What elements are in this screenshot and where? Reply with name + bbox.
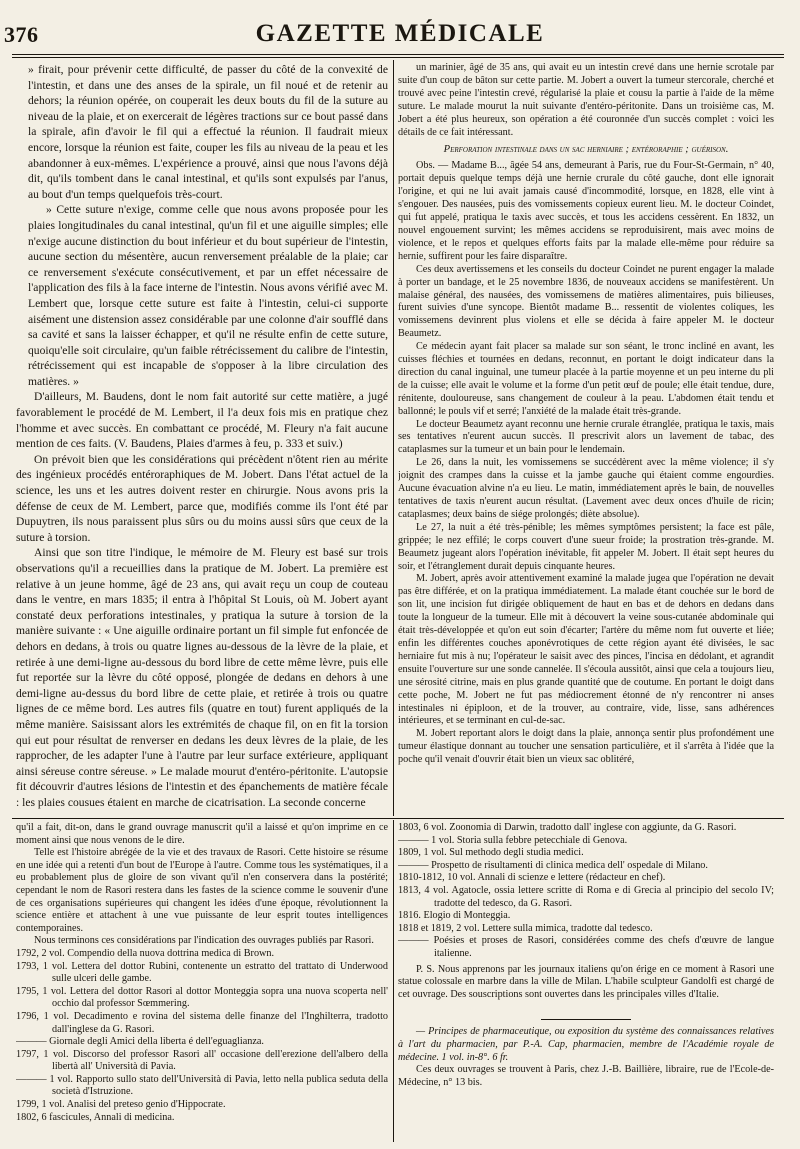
book-notice-address: Ces deux ouvrages se trouvent à Paris, chez J.-B. Baillière, libraire, rue de l'Ecole-de-Médecine, n° 13 bis. (398, 1064, 774, 1088)
reference-item: 1810-1812, 10 vol. Annali di scienze e lettere (rédacteur en chef). (398, 872, 666, 884)
feuilleton-rule (12, 818, 784, 819)
article-paragraph: » firait, pour prévenir cette difficulté, de passer du côté de la convexité de l'intestin, et dans une des anses de la spirale, un fil noué et de retenir au dehors; la réunion opérée, on couperait les deux bouts du fil de la suture au niveau de la plaie, et on exercerait de légères tractions sur ce bout passé dans la spirale, afin d'avoir le fil qui a effectué la réunion. Il faudrait mieux encore, lorsque la réunion est faite, couper les fils au niveau de la peau et les abandonner à eux-mêmes. L'expérience a prouvé, ainsi que nous l'avons déjà dit, qu'ils tombent dans le canal intestinal, et qu'ils sont expulsés par l'anus, au bout d'un temps quelquefois très-court. (28, 63, 388, 201)
article-paragraph: Ainsi que son titre l'indique, le mémoire de M. Fleury est basé sur trois observations qu'il a recueillies dans la pratique de M. Jobert. La première est relative à un jeune homme, âgé de 23 ans, qui avait reçu un coup de couteau dans le ventre, en mars 1835; il entra à l'hôpital St Louis, où M. Jobert ayant constaté deux perforations intestinales, y pratiqua la suture à torsion de la manière suivante : « Une aiguille ordinaire portant un fil simple fut enfoncée de dehors en dedans, à trois ou quatre lignes au-dessous de la lèvre de la plaie, et retirée à une demi-ligne au-dessous du bord libre de cette même lèvre, puis elle fut reportée sur la lèvre du côté opposé, plongée de dedans en dehors à une demi-ligne au-dessus du bord libre de cette plaie, et retirée à trois ou quatre lignes de ce même bord. Les autres fils (quatre en tout) furent appliqués de la même manière. Saisissant alors les extrémités de chaque fil, on en fit la torsion qui eut pour résultat de renverser en dedans les deux lèvres de la plaie, de les rapprocher, de les adapter l'une à l'autre par leur surface extérieure, appliquant ainsi séreuse contre séreuse. » Le malade mourut d'entéro-péritonite. L'autopsie fit découvrir d'autres lésions de l'intestin et des épanchements de matière fécale : les plaies cousues étaient en marche de cicatrisation. La seconde concerne (16, 546, 388, 809)
reference-item: 1818 et 1819, 2 vol. Lettere sulla mimica, tradotte dal tedesco. (398, 922, 653, 934)
reference-item: 1793, 1 vol. Lettera del dottor Rubini, contenente un estratto del trattato di Underwood sulle ulceri delle gambe. (16, 960, 388, 985)
page-number: 376 (4, 22, 39, 47)
article-paragraph: M. Jobert reportant alors le doigt dans la plaie, annonça sentir plus profondément une tumeur élastique donnant au toucher une sensation particulière, et il s'arrêta à l'idée que la poche qu'il venait d'ouvrir était bien un vieux sac oblitéré, (398, 728, 774, 766)
article-paragraph: D'ailleurs, M. Baudens, dont le nom fait autorité sur cette matière, a jugé favorablement le procédé de M. Lembert, il l'a deux fois mis en pratique chez l'homme et avec succès. En combattant ce procédé, M. Fleury n'a fait aucune mention de ces faits. (V. Baudens, Plaies d'armes à feu, p. 333 et suiv.) (16, 390, 388, 451)
reference-item: 1803, 6 vol. Zoonomia di Darwin, tradotto dall' inglese con aggiunte, da G. Rasori. (398, 822, 737, 833)
reference-item: 1816. Elogio di Monteggia. (398, 910, 511, 922)
reference-item: 1795, 1 vol. Lettera del dottor Rasori al dottor Monteggia sopra una nuova scoperta nell' occhio dal professor Sœmmering. (16, 985, 388, 1010)
reference-item: 1796, 1 vol. Decadimento e rovina del sistema delle finanze del l'Inghilterra, tradotto dall'inglese da G. Rasori. (16, 1010, 388, 1035)
reference-item: 1802, 6 fascicules, Annali di medicina. (16, 1111, 175, 1123)
book-notice: — Principes de pharmaceutique, ou exposition du système des connaissances relatives à l'art du pharmacien, par P.-A. Cap, pharmacien, membre de l'Académie royale de médecine. 1 vol. in-8°. 6 fr. (398, 1026, 774, 1063)
postscript: P. S. Nous apprenons par les journaux italiens qu'on érige en ce moment à Rasori une statue colossale en marbre dans la ville de Milan. L'habile sculpteur Gandolfi est chargé de cet ouvrage. Des souscriptions sont ouvertes dans les principales villes d'Italie. (398, 963, 774, 1000)
header-rule (12, 54, 784, 55)
section-heading: Perforation intestinale dans un sac herniaire ; entéroraphie ; guérison. (443, 144, 729, 156)
article-paragraph: Obs. — Madame B..., âgée 54 ans, demeurant à Paris, rue du Four-St-Germain, n° 40, portait depuis quelque temps déjà une hernie crurale du côté gauche, dont elle ignorait l'origine, et qui ne lui avait jamais causé d'incommodité, lorsque, en 1828, elle vint à s'engouer. Des nausées, puis des vomissements copieux eurent lieu. M. le docteur Coindet, qui fut appelé, pratiqua le taxis avec succès, et tous les accidens cessèrent. En 1832, un nouvel engouement survint; les mêmes accidens se reproduisirent, mais avec moins de violence, et le repos et quelques efforts faits par la malade elle-même pour réduire sa hernie, suffirent pour les faire disparaître. (398, 160, 774, 262)
reference-item: 1809, 1 vol. Sul methodo degli studia medici. (398, 847, 584, 859)
feuilleton-paragraph: qu'il a fait, dit-on, dans le grand ouvrage manuscrit qu'il a laissé et qu'on imprime en ce moment ainsi que nous venons de le dire. (16, 822, 388, 846)
reference-item: 1792, 2 vol. Compendio della nuova dottrina medica di Brown. (16, 947, 275, 959)
reference-item: ——— 1 vol. Storia sulla febbre petecchiale di Genova. (398, 834, 628, 846)
bottom-left-column (16, 822, 388, 1140)
article-paragraph: » Cette suture n'exige, comme celle que nous avons proposée pour les plaies longitudinales du canal intestinal, qu'un fil et une aiguille simples; elle n'exige aucune distinction du bout inférieur et du bout supérieur de l'intestin, aucune section du mésentère, aucun renversement préalable de la plaie; car ce renversement s'exécute consécutivement, et par un effet nécessaire de l'application des fils à la face interne de l'intestin. Nous avons vérifié avec M. Lembert que, lorsque cette suture est faite à l'intestin, celui-ci supporte aisément une distension assez considérable par une colonne d'air soufflé dans sa cavité et sans la laisser échapper, et qu'il ne résulte enfin de cette suture, quoiqu'elle soit circulaire, qu'un faible rétrécissement du calibre de l'intestin, rétrécissement qui est incapable de s'opposer à la libre circulation des matières. » (28, 203, 388, 388)
article-paragraph: On prévoit bien que les considérations qui précèdent n'ôtent rien au mérite des ingénieux procédés entéroraphiques de M. Jobert. Dans l'état actuel de la science, les uns et les autres doivent rester en chirurgie. Nous avons pris la défense de ceux de M. Lembert, parce que, modifiés comme ils l'ont été par Dupuytren, ils nous paraissent plus sûrs ou du moins aussi sûrs que ceux de la suture à torsion. (16, 452, 388, 544)
header-rule-thin (12, 57, 784, 58)
article-paragraph: Le 26, dans la nuit, les vomissemens se succédèrent avec la même violence; il s'y joignit des crampes dans la cuisse et la jambe gauche qui étaient comme engourdies. Aucune évacuation alvine n'a eu lieu. Le matin, immédiatement après le bain, de nouvelles tentatives de taxis n'eurent aucun résultat. (Lavement avec deux onces d'huile de ricin; cataplasmes; deux bains de siége prolongés; diète absolue). (398, 457, 774, 520)
article-paragraph: Le 27, la nuit a été très-pénible; les mêmes symptômes persistent; la face est pâle, grippée; le nez effilé; le corps couvert d'une sueur froide; la prostration très-grande. M. Beaumetz jugeant alors l'opération inévitable, fit appeler M. Jobert. Il était sept heures du soir, et l'étranglement durait depuis cinquante heures. (398, 521, 774, 572)
article-paragraph: M. Jobert, après avoir attentivement examiné la malade jugea que l'opération ne devait pas être différée, et on la pratiqua immédiatement. La malade étant couchée sur le bord de son lit, une incision fut dirigée obliquement de haut en bas et de dehors en dedans dans toute la longueur de la tumeur. Elle mit à découvert la veine sous-cutanée abdominale qui était très-développée et qu'on eut soin d'écarter; l'artère du même nom fut ouverte et liée; enfin les différentes couches aponévrotiques de cette région ayant été divisées, le sac herniaire fut mis à nu; l'opérateur le saisit avec des pinces, l'incisa en dédolant, et agrandit ensuite l'ouverture sur une sonde cannelée. Il s'écoula aussitôt, ainsi que cela a toujours lieu, une sérosité citrine, mais en plus grande quantité que de coutume. En portant le doigt dans cette poche, M. Jobert ne fut pas médiocrement étonné de n'y rencontrer ni anses intestinales ni épiploon, et de la trouver, au contraire, vide, lisse, sans adhérences intérieures, et se terminant en cul-de-sac. (398, 573, 774, 727)
reference-item: 1797, 1 vol. Discorso del professor Rasori all' occasione dell'erezione dell'albero della libertà all' Università di Pavia. (16, 1048, 388, 1073)
reference-item: 1799, 1 vol. Analisi del preteso genio d'Hippocrate. (16, 1099, 226, 1111)
page-header (0, 18, 800, 48)
reference-item: ——— Poésies et proses de Rasori, considérées comme des chefs d'œuvre de langue italienne. (398, 935, 774, 959)
article-paragraph: Le docteur Beaumetz ayant reconnu une hernie crurale étranglée, pratiqua le taxis, mais ses tentatives n'eurent aucun succès. Il prescrivit alors un lavement de tabac, des cataplasmes sur la tumeur et un bain pour le lendemain. (398, 418, 774, 456)
bottom-right-column (398, 822, 774, 1140)
feuilleton-paragraph: Telle est l'histoire abrégée de la vie et des travaux de Rasori. Cette histoire se résume en une idée qui a retenti d'un bout de l'Europe à l'autre. Comme tous les systématiques, il a eu probablement plus de gloire de son vivant qu'il n'en conservera dans la postérité; cependant le nom de Rasori restera dans les fastes de la science comme le souvenir d'une de ces organisations supérieures qui changent les idées d'une époque, révolutionnent la science entière et attachent à une vue puissante de leur esprit toutes intelligences contemporaines. (16, 847, 388, 934)
reference-item: ——— 1 vol. Rapporto sullo stato dell'Università di Pavia, letto nella publica seduta della società d'Istruzione. (16, 1073, 388, 1098)
masthead-title: GAZETTE MÉDICALE (255, 20, 545, 47)
column-divider-bottom (393, 820, 394, 1142)
article-paragraph: Ce médecin ayant fait placer sa malade sur son séant, le tronc incliné en avant, les cuisses fléchies et tournées en dedans, reconnut, en portant le doigt indicateur dans la direction du canal inguinal, une tumeur placée à la partie moyenne et un peu interne du pli de la cuisse; elle avait le volume et la forme d'un petit œuf de poule; elle était tendue, dure, rénitente, douloureuse, sans changement de couleur à la peau. L'abdomen était tendu et ballonné; le pouls vif et serré; l'anxiété de la malade était très-grande. (398, 341, 774, 417)
feuilleton-paragraph: Nous terminons ces considérations par l'indication des ouvrages publiés par Rasori. (34, 935, 374, 947)
reference-item: 1813, 4 vol. Agatocle, ossia lettere scritte di Roma e di Grecia al principio del secolo IV; tradotte del tedesco, da G. Rasori. (398, 884, 774, 909)
reference-item: ——— Giornale degli Amici della liberta é dell'eguaglianza. (16, 1036, 264, 1048)
article-paragraph: Ces deux avertissemens et les conseils du docteur Coindet ne purent engager la malade à porter un bandage, et le 25 novembre 1836, de nouveaux accidens se manifestèrent. Un malaise général, des nausées, des vomissemens de matières alimentaires, puis bilieuses, furent suivies d'une syncope. Bientôt madame B... ressentit de violentes coliques, les vomissemens devinrent plus violens et elle se décida à faire appeler M. le docteur Beaumetz. (398, 263, 774, 340)
column-divider-top (393, 60, 394, 816)
article-paragraph: un marinier, âgé de 35 ans, qui avait eu un intestin crevé dans une hernie scrotale par suite d'un coup de bâton sur cette partie. M. Jobert a ouvert la tumeur stercorale, cherché et trouvé avec peine l'intestin crevé, régularisé la plaie et cousu la partie à l'aide de la même suture. Le malade mourut la nuit suivante d'entéro-péritonite. Dans un troisième cas, M. Jobert a été plus heureux, son opération a été couronnée d'un succès complet : voici les détails de ce fait intéressant. (398, 62, 774, 138)
right-article-column (398, 62, 774, 814)
separator-rule (541, 1019, 631, 1020)
left-article-column (16, 62, 388, 814)
reference-item: ——— Prospetto de risultamenti di clinica medica dell' ospedale di Milano. (398, 859, 708, 871)
